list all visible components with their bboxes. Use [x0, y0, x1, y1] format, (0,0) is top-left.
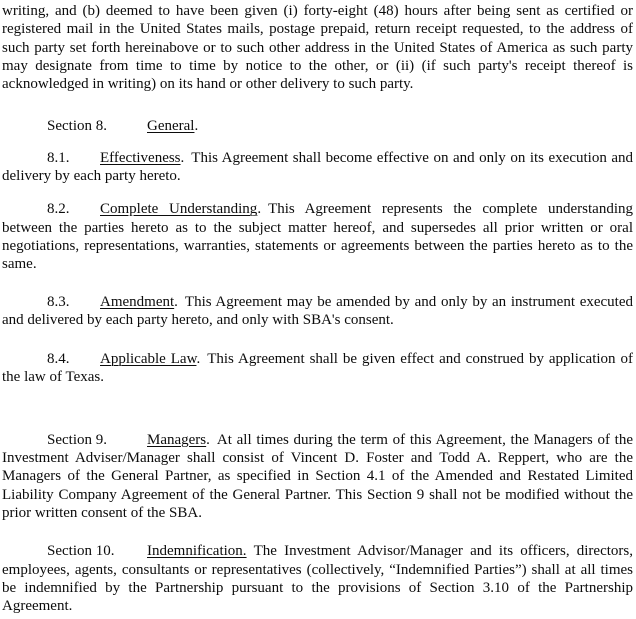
section-number: Section 8.: [47, 118, 107, 135]
clause-title-punctuation: .: [196, 351, 201, 368]
clause-title-punctuation: .: [257, 201, 262, 218]
clause-number: 8.1.: [47, 149, 70, 166]
clause-title: Amendment: [100, 293, 175, 310]
section-9-managers: [2, 431, 633, 522]
clause-8-1: [2, 149, 633, 186]
section-text: The Investment Advisor/Manager and its officers, directors, employees, agents, consultants or representatives (collectively, “Indemnified Parties”) shall at all times be indemnified by the Partnership pursuant to the provisions of Section 3.10 of the Partnership Agreement.: [2, 543, 633, 615]
section-title: Managers: [147, 431, 207, 448]
clause-text: This Agreement represents the complete understanding between the parties hereto as to the subject matter hereof, and supersedes all prior written or oral negotiations, representations, warranties, statements or agreements between the parties hereto as to the same.: [2, 201, 633, 273]
section-number: Section 10.: [47, 543, 115, 560]
paragraph-notice-continuation: [2, 2, 633, 93]
clause-title-punctuation: .: [180, 149, 185, 166]
clause-number: 8.4.: [47, 351, 70, 368]
clause-text: This Agreement shall become effective on and only on its execution and delivery by each party hereto.: [2, 149, 633, 185]
section-10-indemnification: [2, 542, 633, 615]
section-number: Section 9.: [47, 431, 107, 448]
section-title-punctuation: .: [194, 118, 199, 135]
clause-8-4: [2, 350, 633, 387]
clause-number: 8.2.: [47, 201, 70, 218]
section-text: At all times during the term of this Agreement, the Managers of the Investment Adviser/Manager shall consist of Vincent D. Foster and Todd A. Reppert, who are the Managers of the General Partner, as specified in Section 4.1 of the Amended and Restated Limited Liability Company Agreement of the General Partner. This Section 9 shall not be modified without the prior written consent of the SBA.: [2, 431, 633, 521]
clause-8-2: [2, 200, 633, 273]
clause-number: 8.3.: [47, 293, 70, 310]
clause-title: Effectiveness: [100, 149, 181, 166]
section-title: Indemnification.: [147, 543, 247, 560]
section-title-punctuation: .: [206, 431, 210, 448]
clause-title: Applicable Law: [100, 351, 197, 368]
clause-title: Complete Understanding: [100, 201, 258, 218]
section-title: General: [147, 118, 195, 135]
clause-text: This Agreement may be amended by and only by an instrument executed and delivered by each party hereto, and only with SBA's consent.: [2, 293, 633, 328]
clause-8-3: [2, 293, 633, 330]
clause-title-punctuation: .: [174, 293, 178, 310]
paragraph-text: writing, and (b) deemed to have been given (i) forty-eight (48) hours after being sent as certified or registered mail in the United States mails, postage prepaid, return receipt requested, to the address of such party set forth hereinabove or to such other address in the United States of America as such party may designate from time to time by notice to the other, or (ii) (if such party's receipt thereof is acknowledged in writing) on its hand or other delivery to such party.: [2, 3, 633, 93]
heading-section-8: [2, 117, 633, 135]
clause-text: This Agreement shall be given effect and construed by application of the law of Texas.: [2, 351, 633, 386]
